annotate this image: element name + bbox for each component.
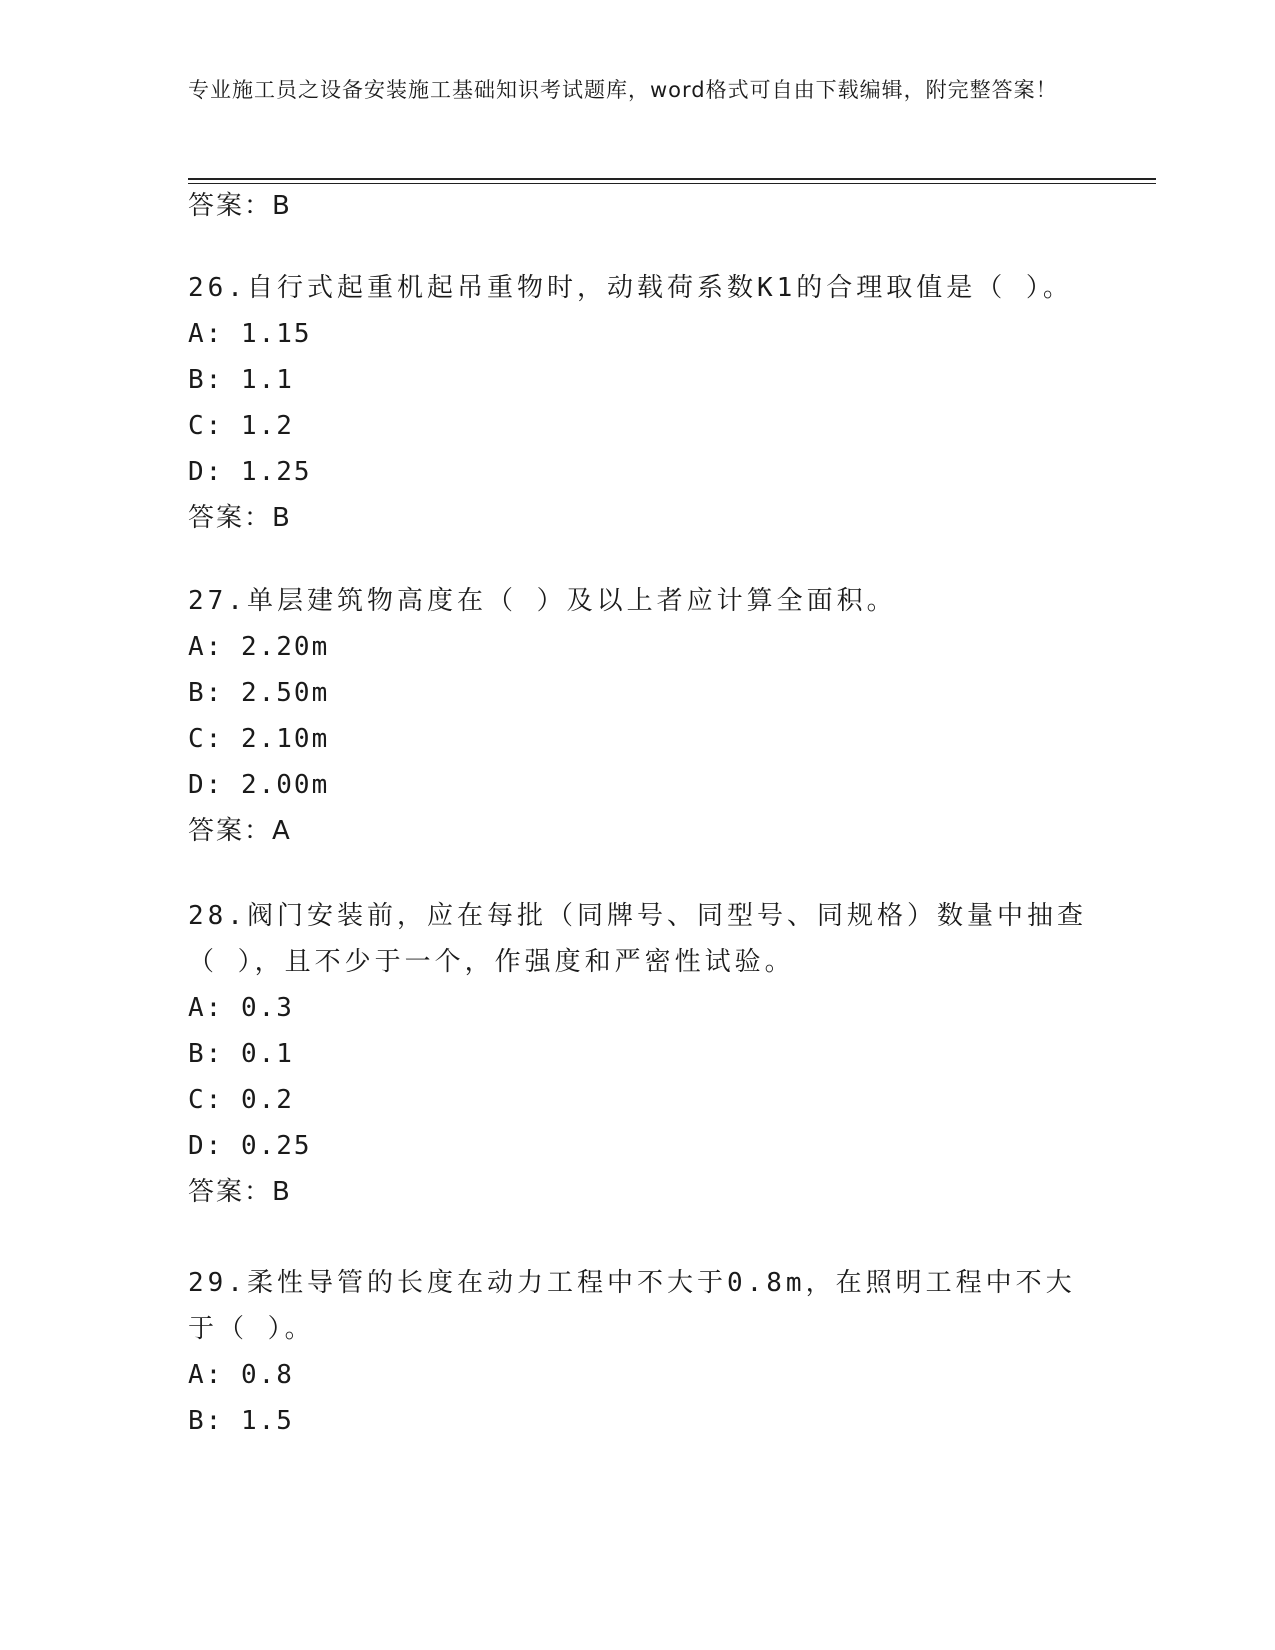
option-c: C: 1.2: [188, 411, 294, 441]
header-divider-thick: [188, 178, 1156, 180]
option-d: D: 0.25: [188, 1131, 312, 1161]
answer-label: 答案：B: [188, 191, 292, 221]
option-c: C: 0.2: [188, 1085, 294, 1115]
option-a: A: 1.15: [188, 319, 312, 349]
document-header: 专业施工员之设备安装施工基础知识考试题库，word格式可自由下载编辑，附完整答案！: [188, 78, 1058, 102]
answer-label: 答案：B: [188, 1177, 292, 1207]
question-block-28: [188, 893, 1088, 1215]
option-b: B: 1.1: [188, 365, 294, 395]
option-d: D: 2.00m: [188, 770, 330, 800]
option-c: C: 2.10m: [188, 724, 330, 754]
option-b: B: 2.50m: [188, 678, 330, 708]
question-text: 26.自行式起重机起吊重物时，动载荷系数K1的合理取值是（ ）。: [188, 273, 1073, 303]
header-divider-thin: [188, 183, 1156, 184]
option-d: D: 1.25: [188, 457, 312, 487]
question-block-29: [188, 1260, 1088, 1444]
option-b: B: 1.5: [188, 1406, 294, 1436]
option-a: A: 0.3: [188, 993, 294, 1023]
option-a: A: 2.20m: [188, 632, 330, 662]
question-block-26: [188, 265, 1088, 541]
question-text: 27.单层建筑物高度在（ ）及以上者应计算全面积。: [188, 586, 897, 616]
option-b: B: 0.1: [188, 1039, 294, 1069]
question-text: 29.柔性导管的长度在动力工程中不大于0.8m，在照明工程中不大于（ ）。: [188, 1268, 1076, 1344]
answer-label: 答案：B: [188, 503, 292, 533]
question-text: 28.阀门安装前，应在每批（同牌号、同型号、同规格）数量中抽查（ ），且不少于一个，作强度和严密性试验。: [188, 901, 1087, 977]
answer-label: 答案：A: [188, 816, 292, 846]
option-a: A: 0.8: [188, 1360, 294, 1390]
question-block-27: [188, 578, 1088, 854]
